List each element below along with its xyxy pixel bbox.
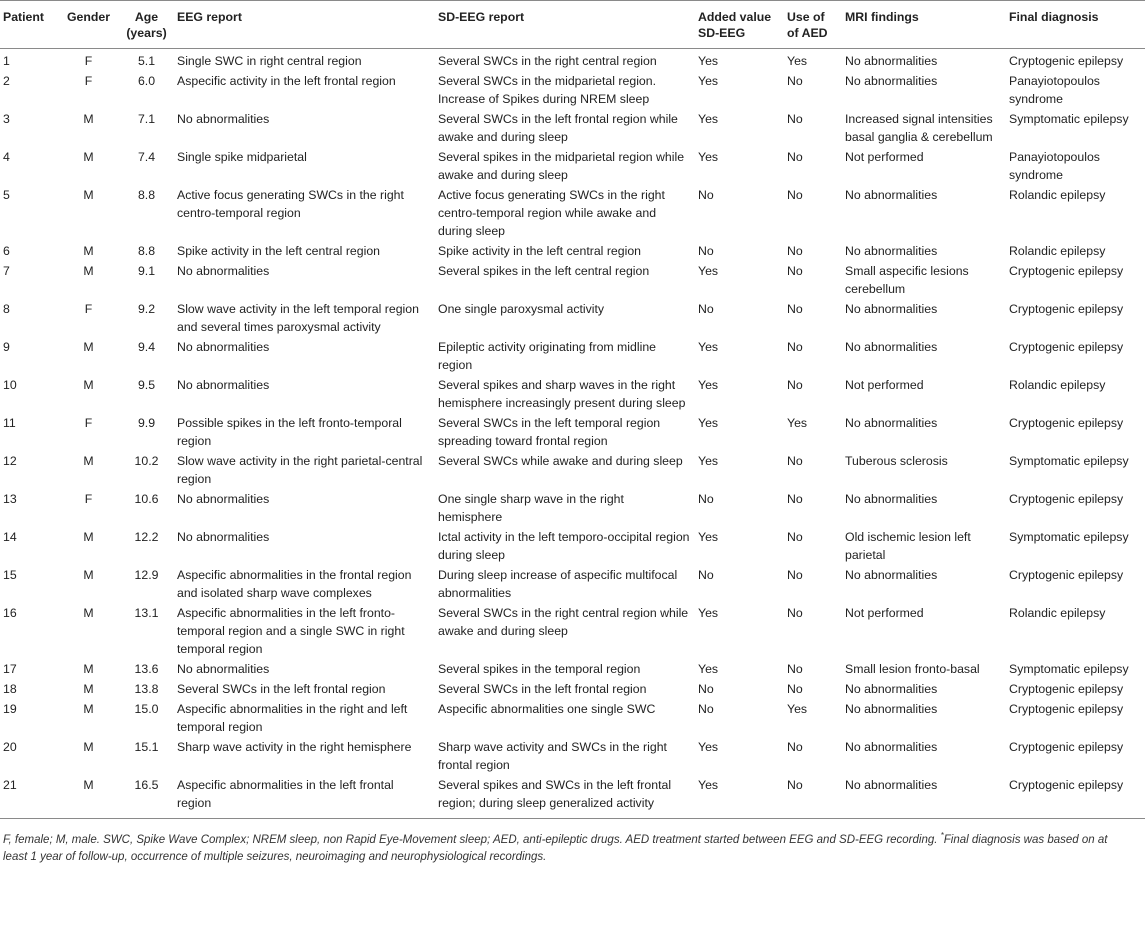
cell-gender: M [83, 778, 94, 792]
cell-eeg: Several SWCs in the left frontal region [177, 682, 386, 696]
cell-gender: F [84, 416, 93, 430]
cell-diagnosis: Cryptogenic epilepsy [1009, 778, 1124, 792]
cell-eeg: Single spike midparietal [177, 150, 307, 164]
table-row [0, 604, 1145, 660]
cell-age: 8.8 [137, 244, 156, 258]
cell-diagnosis: Symptomatic epilepsy [1009, 662, 1129, 676]
cell-gender: M [83, 264, 94, 278]
cell-age: 5.1 [137, 54, 156, 68]
cell-sdeeg: Several SWCs in the right central region [438, 54, 657, 68]
cell-age: 7.4 [137, 150, 156, 164]
cell-patient: 1 [3, 54, 10, 68]
cell-sdeeg: Several spikes and SWCs in the left frontal region; during sleep generalized activity [438, 778, 672, 810]
cell-mri: No abnormalities [845, 302, 938, 316]
cell-sdeeg: Several spikes and sharp waves in the right hemisphere increasingly present during sleep [438, 378, 686, 410]
cell-age: 16.5 [134, 778, 159, 792]
table-row [0, 338, 1145, 376]
cell-age: 9.1 [137, 264, 156, 278]
cell-added: Yes [698, 740, 719, 754]
cell-gender: F [84, 74, 93, 88]
cell-mri: Not performed [845, 606, 924, 620]
cell-sdeeg: Several SWCs while awake and during sleep [438, 454, 683, 468]
cell-mri: No abnormalities [845, 74, 938, 88]
cell-diagnosis: Rolandic epilepsy [1009, 378, 1106, 392]
table-row [0, 300, 1145, 338]
cell-added: No [698, 244, 714, 258]
cell-age: 10.2 [134, 454, 159, 468]
cell-age: 13.8 [134, 682, 159, 696]
cell-aed: No [787, 682, 803, 696]
cell-mri: No abnormalities [845, 54, 938, 68]
cell-patient: 8 [3, 302, 10, 316]
cell-mri: No abnormalities [845, 740, 938, 754]
table-row [0, 776, 1145, 819]
header-sdeeg: SD-EEG report [438, 10, 525, 24]
cell-eeg: Spike activity in the left central region [177, 244, 381, 258]
cell-patient: 2 [3, 74, 10, 88]
header-eeg: EEG report [177, 10, 242, 24]
cell-mri: Tuberous sclerosis [845, 454, 948, 468]
cell-gender: M [83, 662, 94, 676]
cell-aed: No [787, 378, 803, 392]
cell-added: Yes [698, 606, 719, 620]
cell-diagnosis: Cryptogenic epilepsy [1009, 416, 1124, 430]
cell-patient: 11 [3, 416, 16, 430]
footnote-tail: Final diagnosis was based on at least 1 year of follow-up, occurrence of multiple seizures, neuroimaging and neurophysiological recordings. [3, 833, 1108, 863]
cell-eeg: No abnormalities [177, 492, 270, 506]
header-added: Added value SD-EEG [698, 10, 772, 40]
table-row [0, 680, 1145, 700]
cell-patient: 4 [3, 150, 10, 164]
cell-added: Yes [698, 416, 719, 430]
cell-mri: No abnormalities [845, 416, 938, 430]
cell-aed: No [787, 264, 803, 278]
cell-gender: M [83, 740, 94, 754]
cell-mri: No abnormalities [845, 682, 938, 696]
cell-added: No [698, 702, 714, 716]
cell-patient: 19 [3, 702, 17, 716]
table-row [0, 148, 1145, 186]
header-patient: Patient [3, 10, 44, 24]
cell-added: No [698, 568, 714, 582]
cell-eeg: Slow wave activity in the left temporal region and several times paroxysmal activity [177, 302, 419, 334]
cell-age: 8.8 [137, 188, 156, 202]
cell-gender: M [83, 188, 94, 202]
cell-gender: M [83, 340, 94, 354]
table-footnote [0, 819, 1136, 866]
cell-sdeeg: During sleep increase of aspecific multifocal abnormalities [438, 568, 678, 600]
cell-aed: No [787, 778, 803, 792]
cell-aed: No [787, 568, 803, 582]
cell-aed: No [787, 74, 803, 88]
table-body [0, 49, 1145, 819]
cell-age: 9.5 [137, 378, 156, 392]
table-row [0, 700, 1145, 738]
cell-gender: M [83, 702, 94, 716]
cell-added: Yes [698, 530, 719, 544]
cell-mri: Old ischemic lesion left parietal [845, 530, 971, 562]
footnote-main: F, female; M, male. SWC, Spike Wave Complex; NREM sleep, non Rapid Eye-Movement sleep; AED, anti-epileptic drugs. AED treatment started between EEG and SD-EEG recording. [3, 833, 941, 846]
cell-gender: M [83, 568, 94, 582]
cell-eeg: Aspecific activity in the left frontal region [177, 74, 396, 88]
cell-aed: No [787, 150, 803, 164]
cell-diagnosis: Symptomatic epilepsy [1009, 112, 1129, 126]
cell-diagnosis: Rolandic epilepsy [1009, 606, 1106, 620]
cell-added: Yes [698, 112, 719, 126]
cell-added: No [698, 302, 714, 316]
cell-patient: 10 [3, 378, 17, 392]
cell-age: 10.6 [134, 492, 159, 506]
table-row [0, 528, 1145, 566]
cell-sdeeg: Several SWCs in the midparietal region. Increase of Spikes during NREM sleep [438, 74, 657, 106]
cell-mri: No abnormalities [845, 778, 938, 792]
cell-mri: Not performed [845, 378, 924, 392]
cell-age: 9.9 [137, 416, 156, 430]
cell-gender: M [83, 682, 94, 696]
cell-age: 13.1 [134, 606, 159, 620]
cell-patient: 16 [3, 606, 17, 620]
cell-age: 15.0 [134, 702, 159, 716]
cell-eeg: Single SWC in right central region [177, 54, 362, 68]
cell-sdeeg: Active focus generating SWCs in the right centro-temporal region while awake and during sleep [438, 188, 665, 238]
cell-age: 12.2 [134, 530, 159, 544]
cell-sdeeg: One single paroxysmal activity [438, 302, 605, 316]
header-age: Age (years) [126, 10, 167, 40]
cell-added: Yes [698, 150, 719, 164]
cell-eeg: Aspecific abnormalities in the left frontal region [177, 778, 394, 810]
cell-sdeeg: Several SWCs in the right central region while awake and during sleep [438, 606, 689, 638]
cell-mri: No abnormalities [845, 188, 938, 202]
cell-patient: 9 [3, 340, 10, 354]
cell-eeg: No abnormalities [177, 530, 270, 544]
cell-aed: No [787, 492, 803, 506]
table-row [0, 262, 1145, 300]
cell-added: No [698, 492, 714, 506]
cell-mri: No abnormalities [845, 340, 938, 354]
table-row [0, 49, 1145, 73]
cell-added: Yes [698, 454, 719, 468]
cell-aed: Yes [787, 54, 808, 68]
cell-patient: 21 [3, 778, 17, 792]
cell-diagnosis: Cryptogenic epilepsy [1009, 568, 1124, 582]
cell-sdeeg: One single sharp wave in the right hemisphere [438, 492, 624, 524]
cell-diagnosis: Panayiotopoulos syndrome [1009, 150, 1100, 182]
cell-eeg: Aspecific abnormalities in the frontal region and isolated sharp wave complexes [177, 568, 412, 600]
cell-sdeeg: Spike activity in the left central region [438, 244, 642, 258]
footnote-marker: * [940, 831, 944, 840]
cell-mri: No abnormalities [845, 568, 938, 582]
cell-mri: No abnormalities [845, 492, 938, 506]
cell-sdeeg: Several SWCs in the left frontal region while awake and during sleep [438, 112, 678, 144]
cell-aed: No [787, 340, 803, 354]
cell-added: Yes [698, 778, 719, 792]
cell-gender: M [83, 530, 94, 544]
cell-patient: 18 [3, 682, 17, 696]
header-row [0, 1, 1145, 49]
cell-patient: 14 [3, 530, 17, 544]
table-row [0, 242, 1145, 262]
cell-eeg: Possible spikes in the left fronto-temporal region [177, 416, 402, 448]
cell-sdeeg: Aspecific abnormalities one single SWC [438, 702, 656, 716]
cell-patient: 5 [3, 188, 10, 202]
cell-patient: 17 [3, 662, 17, 676]
cell-added: No [698, 188, 714, 202]
cell-mri: Small lesion fronto-basal [845, 662, 980, 676]
cell-diagnosis: Cryptogenic epilepsy [1009, 740, 1124, 754]
cell-patient: 20 [3, 740, 17, 754]
cell-eeg: Aspecific abnormalities in the right and left temporal region [177, 702, 408, 734]
cell-age: 9.2 [137, 302, 156, 316]
cell-aed: No [787, 188, 803, 202]
cell-added: Yes [698, 340, 719, 354]
table-row [0, 110, 1145, 148]
cell-added: Yes [698, 74, 719, 88]
table-row [0, 72, 1145, 110]
table-row [0, 566, 1145, 604]
cell-added: Yes [698, 378, 719, 392]
table-row [0, 660, 1145, 680]
cell-patient: 3 [3, 112, 10, 126]
header-diagnosis: Final diagnosis [1009, 10, 1099, 24]
table-row [0, 490, 1145, 528]
cell-added: No [698, 682, 714, 696]
cell-age: 7.1 [137, 112, 156, 126]
cell-aed: No [787, 606, 803, 620]
cell-sdeeg: Sharp wave activity and SWCs in the right frontal region [438, 740, 667, 772]
cell-aed: Yes [787, 702, 808, 716]
cell-diagnosis: Rolandic epilepsy [1009, 244, 1106, 258]
cell-sdeeg: Several spikes in the midparietal region while awake and during sleep [438, 150, 685, 182]
cell-sdeeg: Several spikes in the temporal region [438, 662, 641, 676]
cell-diagnosis: Rolandic epilepsy [1009, 188, 1106, 202]
cell-eeg: Sharp wave activity in the right hemisphere [177, 740, 412, 754]
cell-age: 6.0 [137, 74, 156, 88]
cell-mri: Increased signal intensities basal ganglia & cerebellum [845, 112, 993, 144]
table-header [0, 1, 1145, 49]
cell-mri: No abnormalities [845, 702, 938, 716]
cell-patient: 13 [3, 492, 17, 506]
cell-gender: F [84, 492, 93, 506]
cell-age: 9.4 [137, 340, 156, 354]
table-row [0, 376, 1145, 414]
cell-sdeeg: Several SWCs in the left temporal region spreading toward frontal region [438, 416, 661, 448]
cell-gender: M [83, 454, 94, 468]
header-mri: MRI findings [845, 10, 919, 24]
cell-gender: F [84, 54, 93, 68]
cell-aed: No [787, 740, 803, 754]
cell-gender: M [83, 150, 94, 164]
cell-sdeeg: Several spikes in the left central region [438, 264, 650, 278]
cell-diagnosis: Cryptogenic epilepsy [1009, 702, 1124, 716]
cell-gender: M [83, 112, 94, 126]
cell-eeg: No abnormalities [177, 378, 270, 392]
cell-diagnosis: Cryptogenic epilepsy [1009, 54, 1124, 68]
table-row [0, 452, 1145, 490]
cell-sdeeg: Epileptic activity originating from midline region [438, 340, 657, 372]
cell-diagnosis: Panayiotopoulos syndrome [1009, 74, 1100, 106]
cell-aed: Yes [787, 416, 808, 430]
cell-eeg: No abnormalities [177, 662, 270, 676]
cell-age: 13.6 [134, 662, 159, 676]
cell-mri: No abnormalities [845, 244, 938, 258]
table-row [0, 186, 1145, 242]
cell-aed: No [787, 244, 803, 258]
cell-added: Yes [698, 264, 719, 278]
cell-diagnosis: Cryptogenic epilepsy [1009, 492, 1124, 506]
header-gender: Gender [66, 10, 111, 24]
header-aed: Use of of AED [787, 10, 828, 40]
cell-age: 15.1 [134, 740, 159, 754]
cell-patient: 12 [3, 454, 17, 468]
cell-diagnosis: Symptomatic epilepsy [1009, 530, 1129, 544]
cell-aed: No [787, 662, 803, 676]
cell-aed: No [787, 112, 803, 126]
cell-added: Yes [698, 54, 719, 68]
cell-eeg: No abnormalities [177, 340, 270, 354]
cell-patient: 15 [3, 568, 17, 582]
cell-eeg: Active focus generating SWCs in the right centro-temporal region [177, 188, 404, 220]
cell-diagnosis: Cryptogenic epilepsy [1009, 682, 1124, 696]
cell-gender: M [83, 244, 94, 258]
cell-eeg: No abnormalities [177, 264, 270, 278]
cell-eeg: Slow wave activity in the right parietal-central region [177, 454, 423, 486]
cell-aed: No [787, 530, 803, 544]
cell-gender: M [83, 378, 94, 392]
cell-gender: M [83, 606, 94, 620]
cell-mri: Not performed [845, 150, 924, 164]
cell-diagnosis: Cryptogenic epilepsy [1009, 302, 1124, 316]
table-row [0, 414, 1145, 452]
cell-diagnosis: Cryptogenic epilepsy [1009, 340, 1124, 354]
cell-mri: Small aspecific lesions cerebellum [845, 264, 969, 296]
cell-added: Yes [698, 662, 719, 676]
table-row [0, 738, 1145, 776]
cell-aed: No [787, 454, 803, 468]
cell-aed: No [787, 302, 803, 316]
cell-eeg: No abnormalities [177, 112, 270, 126]
cell-diagnosis: Cryptogenic epilepsy [1009, 264, 1124, 278]
cell-sdeeg: Ictal activity in the left temporo-occipital region during sleep [438, 530, 690, 562]
cell-patient: 7 [3, 264, 10, 278]
cell-diagnosis: Symptomatic epilepsy [1009, 454, 1129, 468]
cell-age: 12.9 [134, 568, 159, 582]
cell-eeg: Aspecific abnormalities in the left fronto-temporal region and a single SWC in right temporal region [177, 606, 405, 656]
cell-patient: 6 [3, 244, 10, 258]
cell-sdeeg: Several SWCs in the left frontal region [438, 682, 647, 696]
cell-gender: F [84, 302, 93, 316]
